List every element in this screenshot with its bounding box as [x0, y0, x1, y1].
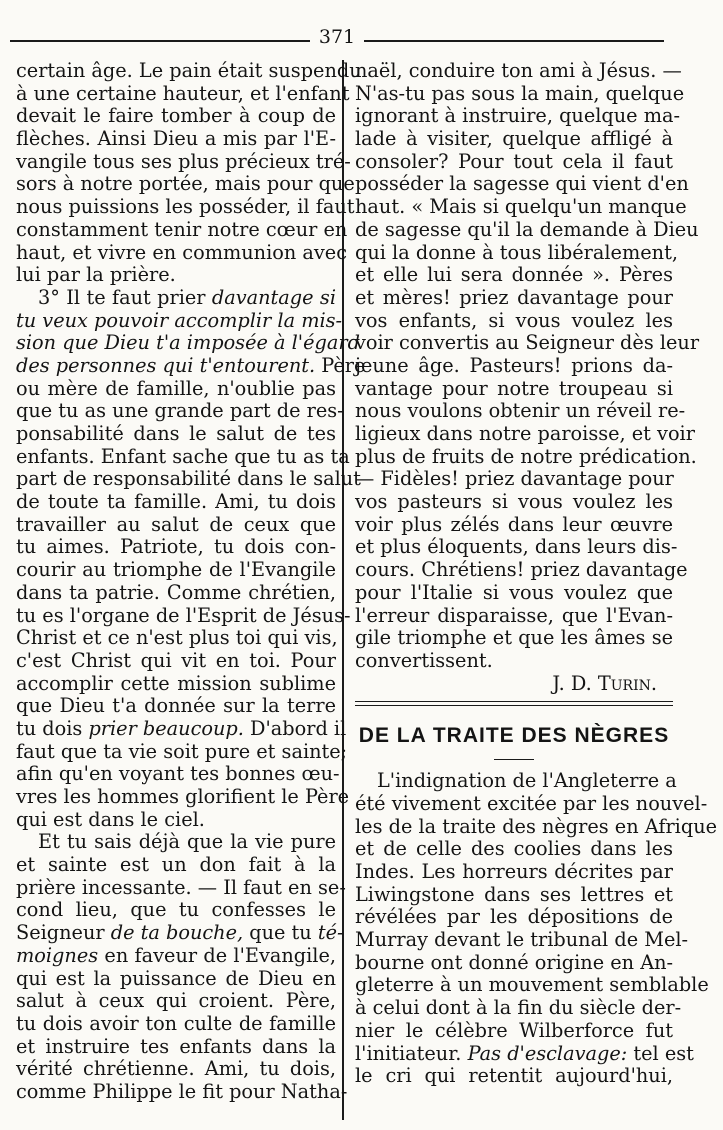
text-run: cond lieu, que tu confesses le: [16, 898, 336, 922]
text-line: [16, 854, 336, 877]
text-line: [16, 287, 336, 310]
text-run: comme Philippe le fit pour Natha-: [16, 1079, 348, 1103]
text-run: de toute ta famille. Ami, tu dois: [16, 490, 336, 514]
page-header: [10, 26, 664, 50]
text-run: N'as-tu pas sous la main, quelque: [355, 81, 685, 105]
text-line: [355, 378, 673, 401]
text-run: vantage pour notre troupeau si: [355, 376, 673, 400]
text-run: et sainte est un don fait à la: [16, 853, 336, 877]
text-run: ignorant à instruire, quelque ma-: [355, 104, 681, 128]
text-line: [355, 838, 673, 861]
text-run: courir au triomphe de l'Evangile: [16, 558, 336, 582]
text-run: tu es l'organe de l'Esprit de Jésus-: [16, 603, 351, 627]
text-run: et instruire tes enfants dans la: [16, 1034, 336, 1058]
text-run: — Fidèles! priez davantage pour: [355, 467, 674, 491]
text-run: voir plus zélés dans leur œuvre: [355, 512, 673, 536]
text-line: [16, 1079, 348, 1104]
text-line: [16, 739, 348, 764]
text-run: faut que ta vie soit pure et sainte;: [16, 739, 348, 763]
text-line: [16, 217, 348, 242]
text-line: [355, 791, 708, 816]
text-line: [355, 355, 673, 378]
text-line: [16, 650, 336, 673]
text-run: l'initiateur.: [355, 1041, 468, 1065]
text-line: [355, 906, 673, 929]
text-run: flèches. Ainsi Dieu a mis par l'E-: [16, 127, 336, 151]
section-separator: [355, 695, 673, 709]
text-line: [355, 769, 677, 793]
signature: J. D. Turin.: [552, 671, 657, 695]
page-number: 371: [318, 26, 356, 48]
text-run: convertissent.: [355, 648, 493, 672]
text-line: [16, 785, 350, 809]
text-run: plus de fruits de notre prédication.: [355, 444, 697, 468]
text-run: Père: [315, 353, 366, 377]
text-line: [355, 861, 673, 884]
text-line: [16, 716, 347, 741]
text-run: nous puissions les posséder, il faut: [16, 195, 355, 219]
text-line: [355, 468, 673, 491]
text-line: [16, 128, 336, 151]
text-line: [16, 899, 336, 922]
text-run: bourne ont donné origine en An-: [355, 950, 674, 974]
text-run: salut à ceux qui croient. Père,: [16, 989, 336, 1013]
text-run: ponsabilité dans le salut de tes: [16, 422, 336, 445]
text-run: dans ta patrie. Comme chrétien,: [16, 580, 336, 604]
text-line: [16, 762, 340, 786]
text-run: enfants. Enfant sache que tu as ta: [16, 444, 350, 468]
text-line: [16, 264, 336, 287]
text-run: D'abord il: [243, 716, 347, 740]
italic-text: des personnes qui t'entourent.: [16, 353, 316, 377]
text-line: [16, 240, 348, 265]
text-run: qui est la puissance de Dieu en: [16, 966, 336, 990]
text-run: lui par la prière.: [16, 263, 176, 287]
text-line: [16, 467, 361, 491]
text-line: [16, 559, 336, 582]
text-line: [16, 149, 351, 174]
text-line: [16, 308, 343, 333]
text-run: part de responsabilité dans le salut: [16, 467, 361, 491]
text-line: [355, 928, 689, 952]
text-line: [355, 558, 688, 582]
text-run: de sagesse qu'il la demande à Dieu: [355, 217, 699, 241]
text-run: Et tu sais déjà que la vie pure: [38, 830, 336, 854]
text-line: [16, 536, 336, 559]
text-run: et mères! priez davantage pour: [355, 285, 673, 309]
text-line: [16, 1058, 336, 1081]
italic-text: té-: [317, 921, 344, 945]
text-run: révélées par les dépositions de: [355, 905, 673, 929]
text-line: [355, 287, 673, 310]
text-run: les de la traite des nègres en Afrique: [355, 814, 718, 838]
text-run: que tu as une grande part de res-: [16, 399, 344, 423]
text-line: [355, 331, 700, 355]
text-run: vres les hommes glorifient le Père: [16, 785, 350, 808]
text-line: [16, 1013, 336, 1036]
text-line: [355, 1041, 694, 1066]
text-run: tel est: [627, 1041, 694, 1065]
text-run: certain âge. Le pain était suspendu: [16, 59, 362, 82]
text-run: accomplir cette mission sublime: [16, 671, 336, 695]
text-line: [355, 240, 678, 265]
text-line: [355, 217, 699, 242]
text-line: [16, 945, 336, 968]
text-run: à une certaine hauteur, et l'enfant: [16, 81, 350, 105]
text-run: qui est dans le ciel.: [16, 807, 205, 831]
header-rule-right: [364, 40, 664, 42]
text-line: [355, 264, 673, 287]
text-run: travailler au salut de ceux que: [16, 512, 336, 536]
text-run: et de celle des coolies dans les: [355, 837, 673, 861]
text-run: ou mère de famille, n'oublie pas: [16, 376, 336, 400]
text-run: Seigneur: [16, 921, 111, 945]
text-run: ligieux dans notre paroisse, et voir: [355, 422, 695, 445]
text-line: [355, 172, 689, 196]
text-line: [16, 81, 350, 106]
italic-text: moignes: [16, 943, 99, 967]
text-run: gile triomphe et que les âmes se: [355, 626, 673, 650]
text-run: c'est Christ qui vit en toi. Pour: [16, 648, 336, 672]
text-line: [16, 831, 336, 854]
text-run: l'erreur disparaisse, que l'Evan-: [355, 603, 673, 627]
text-run: et plus éloquents, dans leurs dis-: [355, 535, 678, 559]
text-line: [16, 195, 355, 219]
right-column-text: [355, 59, 700, 673]
text-line: [16, 399, 344, 423]
text-line: [16, 809, 336, 832]
text-run: tu dois: [16, 716, 89, 740]
text-run: que tu: [243, 921, 318, 945]
text-line: [16, 673, 336, 696]
italic-text: davantage si: [211, 285, 336, 309]
text-line: [16, 603, 351, 628]
text-run: naël, conduire ton ami à Jésus. —: [355, 59, 682, 82]
text-line: [355, 582, 673, 605]
text-line: [16, 59, 362, 83]
text-run: prière incessante. — Il faut en se-: [16, 875, 346, 899]
text-run: pour l'Italie si vous voulez que: [355, 580, 673, 604]
text-line: [355, 128, 673, 151]
text-run: devait le faire tomber à coup de: [16, 104, 336, 128]
text-run: tu aimes. Patriote, tu dois con-: [16, 535, 336, 559]
text-line: [16, 105, 336, 128]
text-line: [16, 582, 336, 605]
text-line: [16, 331, 360, 355]
italic-text: sion que Dieu t'a imposée à l'égard: [16, 331, 360, 355]
text-line: [16, 968, 336, 991]
text-run: Indes. Les horreurs décrites par: [355, 860, 673, 883]
italic-text: de ta bouche,: [110, 921, 244, 945]
text-line: [16, 695, 336, 718]
text-line: [355, 491, 673, 514]
text-run: L'indignation de l'Angleterre a: [377, 769, 677, 793]
text-run: lade à visiter, quelque affligé à: [355, 127, 673, 151]
text-line: [355, 514, 673, 537]
text-run: afin qu'en voyant tes bonnes œu-: [16, 762, 340, 786]
text-line: [16, 444, 350, 469]
italic-text: prier beaucoup.: [88, 716, 244, 740]
text-line: [355, 310, 673, 333]
text-line: [16, 353, 366, 378]
text-run: posséder la sagesse qui vient d'en: [355, 172, 689, 196]
text-line: [355, 952, 673, 975]
text-line: [355, 996, 682, 1020]
text-line: [16, 627, 336, 650]
italic-text: Pas d'esclavage:: [467, 1041, 628, 1065]
text-line: [16, 378, 336, 401]
text-line: [355, 195, 687, 219]
text-run: été vivement excitée par les nouvel-: [355, 791, 708, 815]
text-run: haut. « Mais si quelqu'un manque: [355, 195, 687, 219]
text-line: [16, 491, 336, 514]
text-run: voir convertis au Seigneur dès leur: [355, 331, 700, 355]
text-run: cours. Chrétiens! priez davantage: [355, 558, 688, 582]
text-run: Liwingstone dans ses lettres et: [355, 882, 673, 906]
text-line: [355, 81, 685, 106]
text-run: tu dois avoir ton culte de famille: [16, 1011, 336, 1035]
text-run: vos enfants, si vous voulez les: [355, 308, 673, 332]
text-line: [355, 884, 673, 907]
text-line: [355, 535, 678, 559]
text-line: [16, 921, 344, 945]
text-run: à celui dont à la fin du siècle der-: [355, 996, 682, 1020]
text-line: [16, 990, 336, 1013]
text-line: [355, 151, 673, 174]
text-run: en faveur de l'Evangile,: [98, 943, 336, 967]
title-rule: [494, 759, 534, 760]
text-run: le cri qui retentit aujourd'hui,: [355, 1064, 673, 1088]
text-line: [16, 514, 336, 537]
text-line: [355, 605, 673, 628]
text-run: jeune âge. Pasteurs! prions da-: [355, 353, 673, 377]
text-run: haut, et vivre en communion avec: [16, 240, 348, 264]
text-run: sors à notre portée, mais pour que: [16, 172, 355, 196]
text-line: [355, 1065, 673, 1088]
text-line: [16, 875, 346, 900]
text-line: [355, 399, 686, 423]
text-run: consoler? Pour tout cela il faut: [355, 149, 673, 173]
text-run: et elle lui sera donnée ». Pères: [355, 263, 673, 287]
text-line: [355, 973, 709, 997]
text-line: [355, 1020, 673, 1043]
text-line: [355, 59, 682, 83]
text-line: [355, 627, 673, 650]
text-run: Murray devant le tribunal de Mel-: [355, 928, 689, 952]
text-run: Christ et ce n'est plus toi qui vis,: [16, 626, 338, 650]
text-run: nier le célèbre Wilberforce fut: [355, 1018, 673, 1042]
article-title: DE LA TRAITE DES NÈGRES: [358, 724, 670, 748]
text-line: [355, 422, 695, 446]
text-line: [16, 423, 336, 446]
text-run: vos pasteurs si vous voulez les: [355, 490, 673, 514]
text-run: gleterre à un mouvement semblable: [355, 973, 709, 997]
text-run: nous voulons obtenir un réveil re-: [355, 399, 686, 423]
article-body: [355, 769, 718, 1088]
text-run: vérité chrétienne. Ami, tu dois,: [16, 1057, 336, 1081]
text-line: [355, 104, 681, 128]
text-line: [355, 814, 718, 839]
text-line: [355, 650, 673, 673]
text-run: que Dieu t'a donnée sur la terre: [16, 694, 336, 718]
text-run: qui la donne à tous libéralement,: [355, 240, 678, 264]
left-column: [16, 59, 366, 1104]
text-run: 3° Il te faut prier: [38, 285, 212, 309]
right-column: [355, 59, 718, 1088]
text-line: [355, 444, 697, 469]
text-line: [16, 1036, 336, 1059]
text-run: constamment tenir notre cœur en: [16, 217, 348, 241]
text-line: [16, 172, 355, 196]
text-run: vangile tous ses plus précieux tré-: [16, 149, 351, 173]
header-rule-left: [10, 40, 310, 42]
italic-text: tu veux pouvoir accomplir la mis-: [16, 308, 343, 332]
